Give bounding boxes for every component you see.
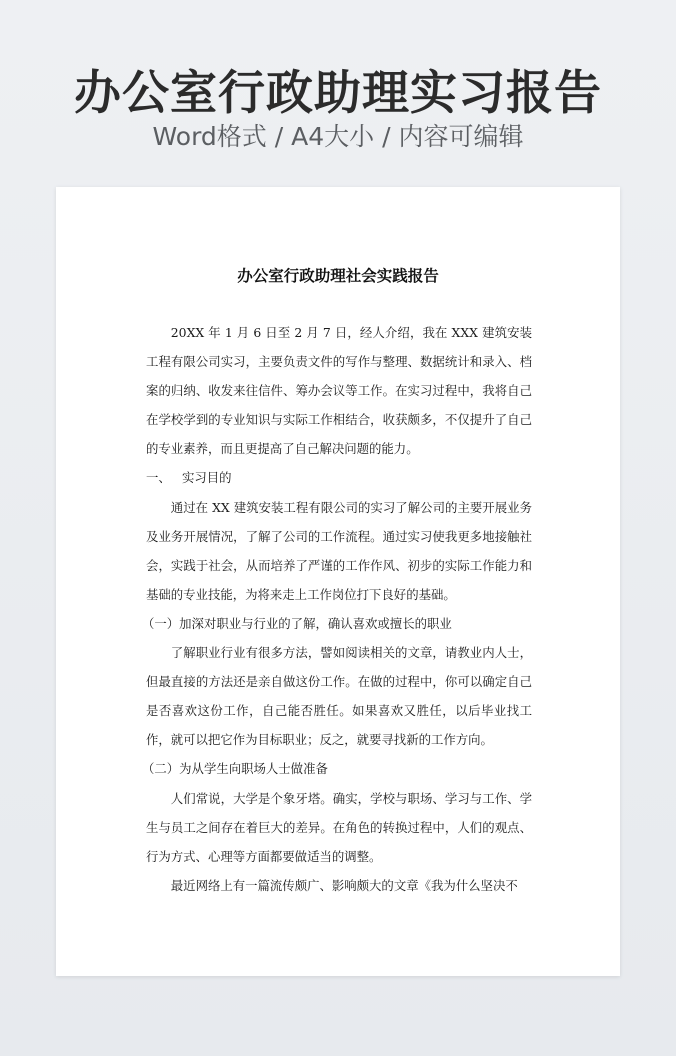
banner-subtitle: Word格式 / A4大小 / 内容可编辑 [152,122,524,151]
section-number: 一、 [146,470,171,486]
paragraph-transition: 人们常说，大学是个象牙塔。确实，学校与职场、学习与工作、学生与员工之间存在着巨大的差异。在角色的转换过程中，人们的观点、行为方式、心理等方面都要做适当的调整。 [146,790,532,864]
section-title: 实习目的 [182,470,232,486]
section-heading [146,463,532,492]
banner-title: 办公室行政助理实习报告 [74,66,602,121]
paragraph-purpose: 通过在 XX 建筑安装工程有限公司的实习了解公司的主要开展业务及业务开展情况，了解了公司的工作流程。通过实习使我更多地接触社会，实践于社会，从而培养了严谨的工作作风、初步的实际工作能力和基础的专业技能，为将来走上工作岗位打下良好的基础。 [146,499,532,602]
document-body [142,318,532,900]
subheading-transition: （二）为从学生向职场人士做准备 [142,761,328,777]
paragraph-intro: 20XX 年 1 月 6 日至 2 月 7 日，经人介绍，我在 XXX 建筑安装工程有限公司实习，主要负责文件的写作与整理、数据统计和录入、档案的归纳、收发来往信件、筹办会议等工作。在实习过程中，我将自己在学校学到的专业知识与实际工作相结合，收获颇多，不仅提升了自己的专业素养，而且更提高了自己解决问题的能力。 [146,325,532,457]
paragraph-career: 了解职业行业有很多方法，譬如阅读相关的文章，请教业内人士，但最直接的方法还是亲自做这份工作。在做的过程中，你可以确定自己是否喜欢这份工作，自己能否胜任。如果喜欢又胜任，以后毕业找工作，就可以把它作为目标职业；反之，就要寻找新的工作方向。 [146,645,532,748]
paragraph-article: 最近网络上有一篇流传颇广、影响颇大的文章《我为什么坚决不 [170,877,518,893]
document-page [56,187,620,976]
document-title: 办公室行政助理社会实践报告 [237,266,439,285]
subheading-career: （一）加深对职业与行业的了解，确认喜欢或擅长的职业 [142,615,452,631]
